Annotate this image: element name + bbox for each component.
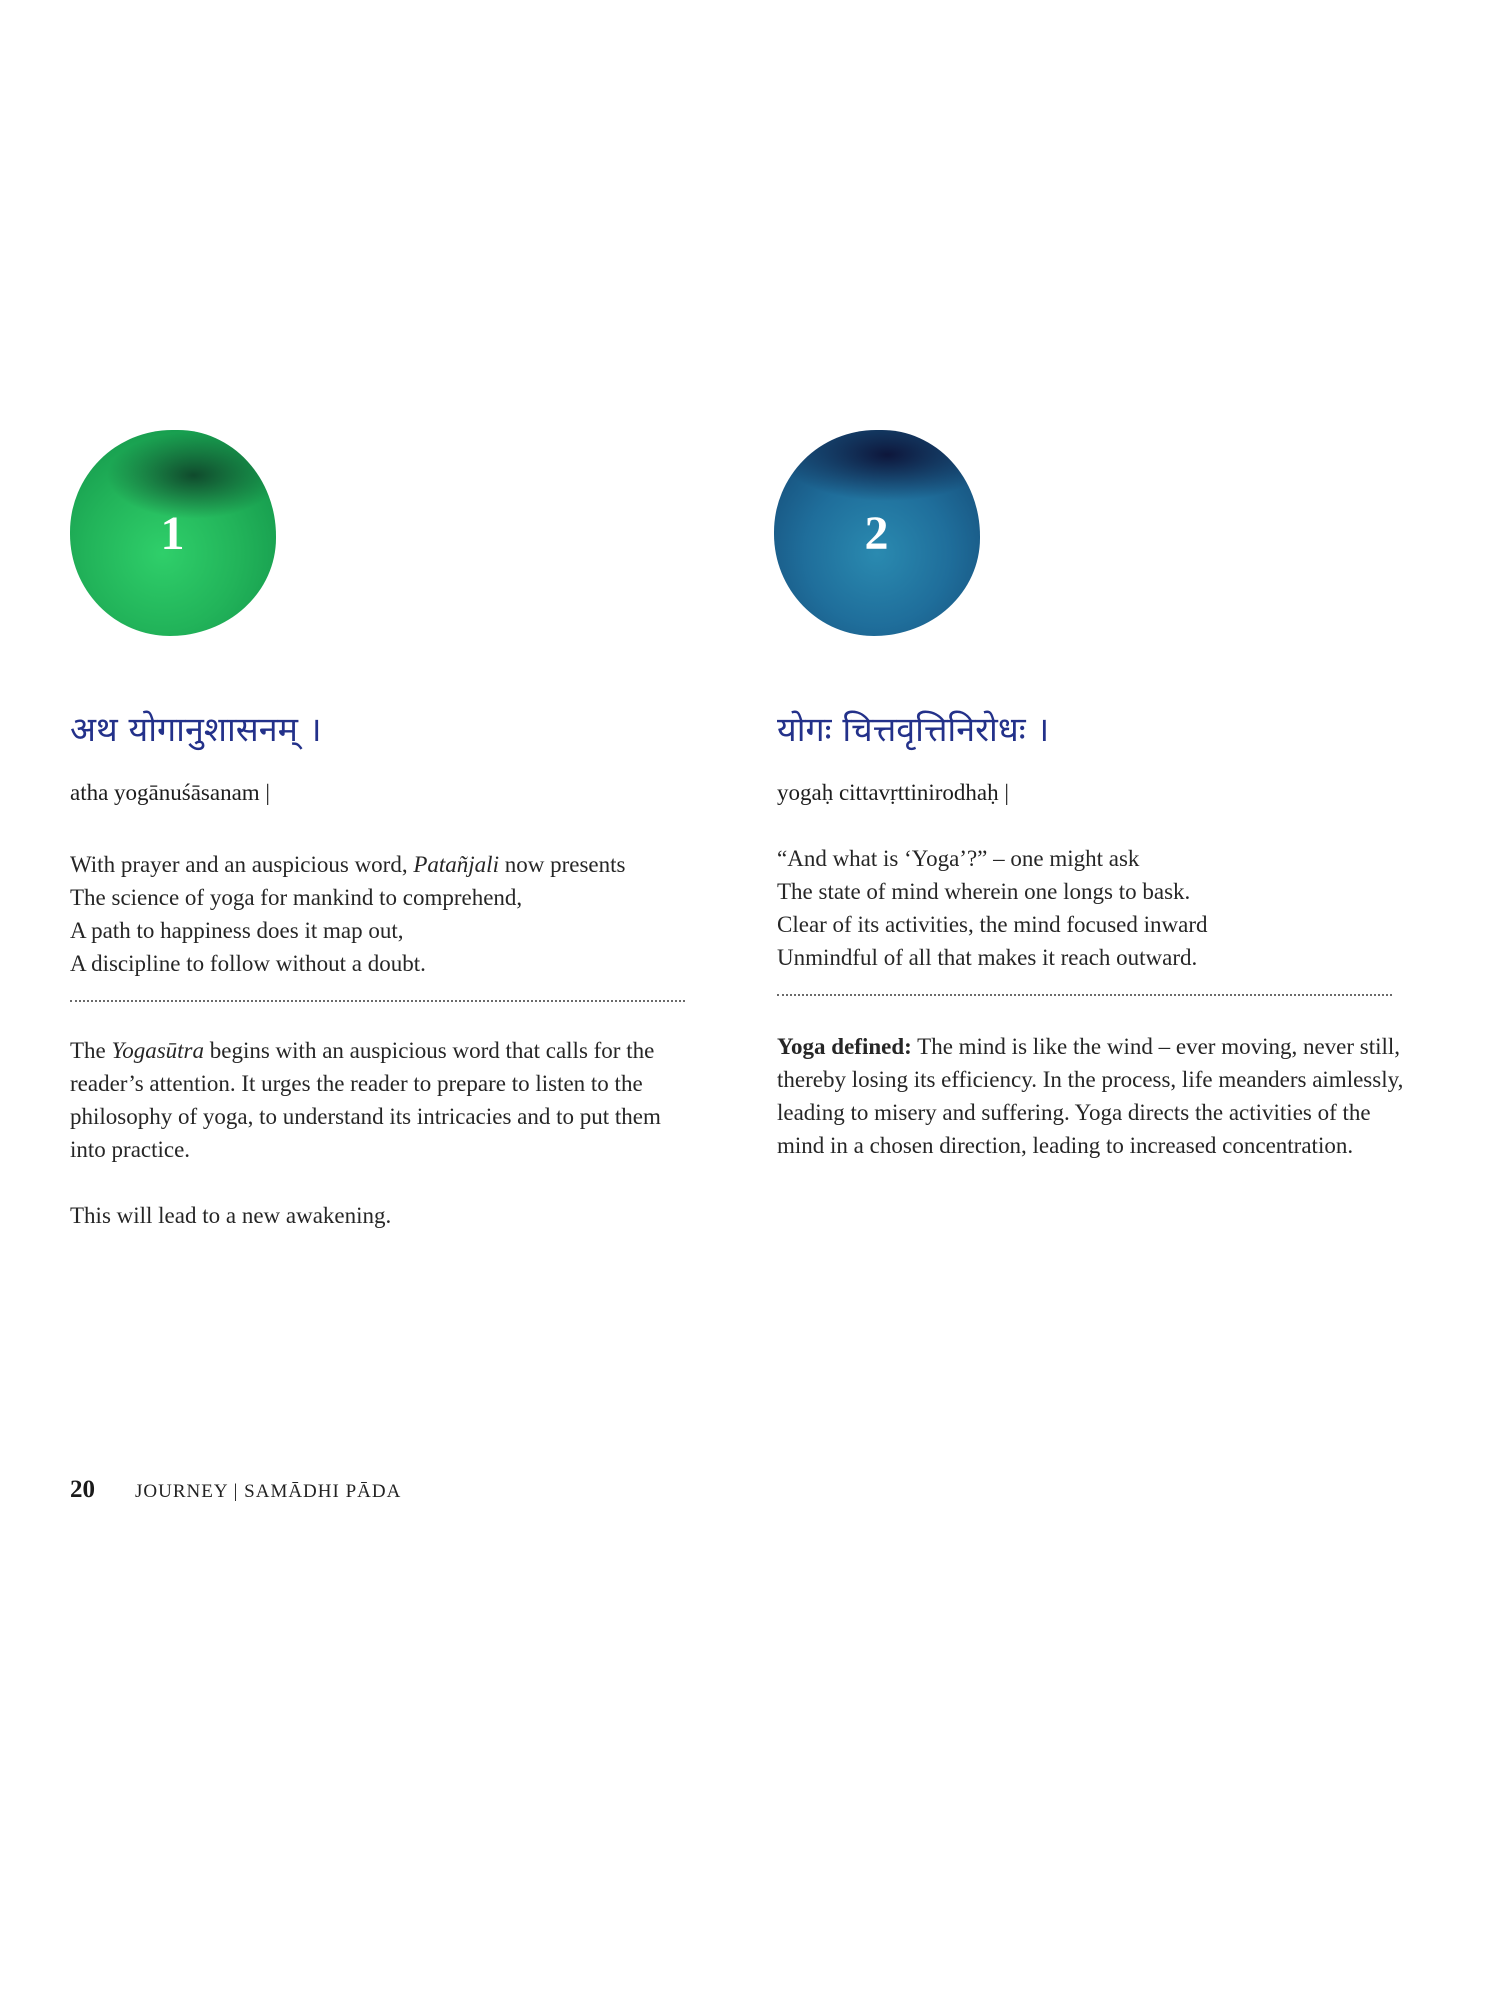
sutra-number-circle	[774, 430, 980, 636]
sutra-number: 1	[160, 506, 186, 560]
verse	[777, 842, 1397, 974]
commentary	[70, 1034, 700, 1232]
verse	[70, 848, 690, 980]
commentary-paragraph: Yoga defined: The mind is like the wind – ever moving, never still, thereby losing its efficiency. In the process, life meanders aimlessly, leading to misery and suffering. Yoga directs the activities of the mind in a chosen direction, leading to increased concentration.	[777, 1034, 1404, 1158]
verse-line: A path to happiness does it map out,	[70, 918, 404, 943]
dotted-divider	[777, 994, 1392, 996]
patanjali-name: Patañjali	[413, 852, 499, 877]
verse-line: The state of mind wherein one longs to bask.	[777, 879, 1191, 904]
verse-line: The science of yoga for mankind to comprehend,	[70, 885, 523, 910]
dotted-divider	[70, 1000, 685, 1002]
verse-line: “And what is ‘Yoga’?” – one might ask	[777, 846, 1140, 871]
commentary-lead: Yoga defined:	[777, 1034, 912, 1059]
page-footer	[70, 1476, 401, 1504]
verse-line: With prayer and an auspicious word, Patañjali now presents	[70, 852, 626, 877]
sutra-devanagari: अथ योगानुशासनम् ।	[70, 710, 322, 750]
page-number: 20	[70, 1476, 95, 1503]
running-head: JOURNEY | SAMĀDHI PĀDA	[135, 1481, 402, 1502]
verse-line: Clear of its activities, the mind focused inward	[777, 912, 1208, 937]
verse-line: Unmindful of all that makes it reach outward.	[777, 945, 1198, 970]
commentary-paragraph: This will lead to a new awakening.	[70, 1203, 392, 1228]
verse-line: A discipline to follow without a doubt.	[70, 951, 426, 976]
yogasutra-title: Yogasūtra	[111, 1038, 204, 1063]
sutra-2	[777, 430, 1404, 1195]
commentary-paragraph: The Yogasūtra begins with an auspicious word that calls for the reader’s attention. It urges the reader to prepare to listen to the philosophy of yoga, to understand its intricacies and to put them into practice.	[70, 1038, 661, 1162]
sutra-number: 2	[864, 506, 890, 560]
sutra-number-circle	[70, 430, 276, 636]
sutra-1	[70, 430, 690, 1265]
commentary	[777, 1030, 1407, 1162]
sutra-devanagari: योगः चित्तवृत्तिनिरोधः ।	[777, 710, 1050, 750]
sutra-transliteration: yogaḥ cittavṛttinirodhaḥ |	[777, 780, 1009, 805]
sutra-transliteration: atha yogānuśāsanam |	[70, 780, 271, 805]
